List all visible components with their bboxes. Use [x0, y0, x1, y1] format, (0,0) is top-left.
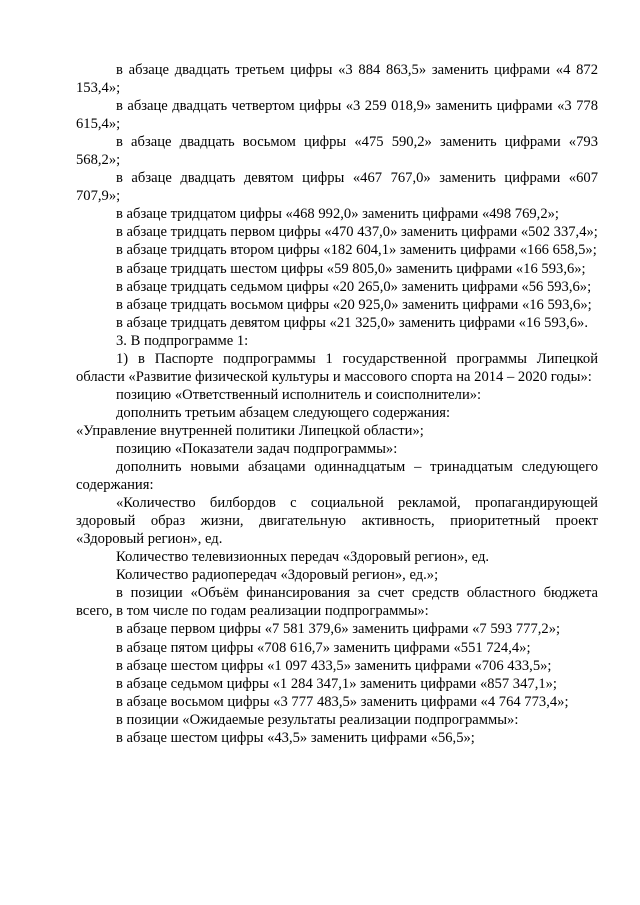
- paragraph-25: в абзаце шестом цифры «1 097 433,5» заменить цифрами «706 433,5»;: [116, 657, 552, 674]
- paragraph-14: позицию «Ответственный исполнитель и соисполнители»:: [116, 386, 482, 403]
- paragraph-29: в абзаце шестом цифры «43,5» заменить цифрами «56,5»;: [116, 729, 475, 746]
- paragraph-28: в позиции «Ожидаемые результаты реализации подпрограммы»:: [116, 711, 519, 728]
- paragraph-9: в абзаце тридцать седьмом цифры «20 265,0» заменить цифрами «56 593,6»;: [116, 278, 592, 295]
- paragraph-8: в абзаце тридцать шестом цифры «59 805,0» заменить цифрами «16 593,6»;: [116, 260, 586, 277]
- paragraph-1: в абзаце двадцать третьем цифры «3 884 863,5» заменить цифрами «4 872 153,4»;: [76, 62, 598, 97]
- paragraph-4: в абзаце двадцать девятом цифры «467 767,0» заменить цифрами «607 707,9»;: [76, 170, 598, 205]
- paragraph-27: в абзаце восьмом цифры «3 777 483,5» заменить цифрами «4 764 773,4»;: [116, 693, 569, 710]
- paragraph-23: в абзаце первом цифры «7 581 379,6» заменить цифрами «7 593 777,2»;: [116, 621, 561, 638]
- paragraph-21: Количество радиопередач «Здоровый регион», ед.»;: [116, 567, 439, 584]
- paragraph-16: «Управление внутренней политики Липецкой области»;: [76, 422, 424, 439]
- paragraph-19: «Количество билбордов с социальной рекламой, пропагандирующей здоровый образ жизни, двигательную активность, приоритетный проект «Здоровый регион», ед.: [76, 495, 598, 548]
- paragraph-26: в абзаце седьмом цифры «1 284 347,1» заменить цифрами «857 347,1»;: [116, 675, 557, 692]
- paragraph-17: позицию «Показатели задач подпрограммы»:: [116, 440, 398, 457]
- paragraph-22: в позиции «Объём финансирования за счет средств областного бюджета всего, в том числе по годам реализации подпрограммы»:: [76, 585, 598, 620]
- paragraph-15: дополнить третьим абзацем следующего содержания:: [116, 404, 451, 421]
- paragraph-24: в абзаце пятом цифры «708 616,7» заменить цифрами «551 724,4»;: [116, 639, 531, 656]
- paragraph-5: в абзаце тридцатом цифры «468 992,0» заменить цифрами «498 769,2»;: [116, 206, 559, 223]
- paragraph-11: в абзаце тридцать девятом цифры «21 325,0» заменить цифрами «16 593,6».: [116, 314, 588, 331]
- paragraph-18: дополнить новыми абзацами одиннадцатым – тринадцатым следующего содержания:: [76, 459, 598, 494]
- document-page: [76, 61, 598, 747]
- paragraph-2: в абзаце двадцать четвертом цифры «3 259 018,9» заменить цифрами «3 778 615,4»;: [76, 98, 598, 133]
- paragraph-20: Количество телевизионных передач «Здоровый регион», ед.: [116, 549, 490, 566]
- paragraph-10: в абзаце тридцать восьмом цифры «20 925,0» заменить цифрами «16 593,6»;: [116, 296, 592, 313]
- paragraph-12: 3. В подпрограмме 1:: [116, 332, 249, 349]
- paragraph-6: в абзаце тридцать первом цифры «470 437,0» заменить цифрами «502 337,4»;: [116, 224, 598, 241]
- paragraph-3: в абзаце двадцать восьмом цифры «475 590,2» заменить цифрами «793 568,2»;: [76, 134, 598, 169]
- paragraph-7: в абзаце тридцать втором цифры «182 604,1» заменить цифрами «166 658,5»;: [116, 242, 597, 259]
- paragraph-13: 1) в Паспорте подпрограммы 1 государственной программы Липецкой области «Развитие физической культуры и массового спорта на 2014 – 2020 годы»:: [76, 350, 598, 385]
